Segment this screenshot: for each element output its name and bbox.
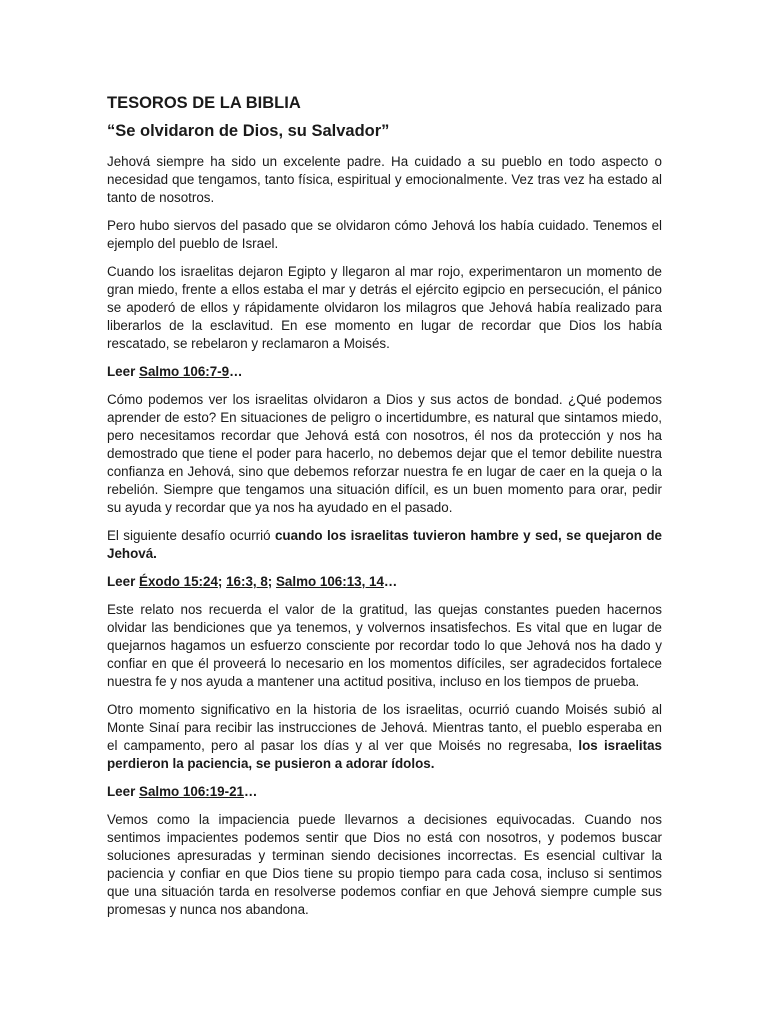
ref-separator: ;	[217, 574, 227, 589]
read-instruction-3	[107, 783, 662, 801]
paragraph-intro: Jehová siempre ha sido un excelente padre. Ha cuidado a su pueblo en todo aspecto o necesidad que tengamos, tanto física, espiritual y emocionalmente. Vez tras vez ha estado al tanto de nosotros.	[107, 154, 662, 205]
scripture-link-salmo-106-7-9[interactable]: Salmo 106:7-9	[139, 364, 230, 379]
paragraph-bold-text: cuando los israelitas tuvieron hambre y sed, se quejaron de Jehová.	[107, 528, 662, 561]
scripture-link-salmo-106-13-14[interactable]: Salmo 106:13, 14	[275, 574, 384, 589]
read-prefix: Leer	[107, 364, 140, 379]
paragraph-patience: Vemos como la impaciencia puede llevarnos a decisiones equivocadas. Cuando nos sentimos impacientes podemos sentir que Dios no está con nosotros, y podemos buscar soluciones apresuradas y terminan siendo decisiones incorrectas. Es esencial cultivar la paciencia y confiar en que Dios tiene su propio tiempo para cada cosa, incluso si sentimos que una situación tarda en resolverse podemos confiar en que Jehová siempre cumple sus promesas y nunca nos abandona.	[107, 812, 662, 917]
paragraph-lesson-fear: Cómo podemos ver los israelitas olvidaron a Dios y sus actos de bondad. ¿Qué podemos aprender de esto? En situaciones de peligro o incertidumbre, es natural que sintamos miedo, pero necesitamos recordar que Jehová está con nosotros, él nos da protección y nos ha demostrado que tiene el poder para hacerlo, no debemos dejar que el temor debilite nuestra confianza en Jehová, sino que debemos reforzar nuestra fe en lugar de caer en la queja o la rebelión. Siempre que tengamos una situación difícil, es un buen momento para orar, pedir su ayuda y recordar que ya nos ha ayudado en el pasado.	[107, 392, 662, 515]
read-instruction-2	[107, 573, 662, 591]
read-prefix: Leer	[107, 574, 140, 589]
paragraph-red-sea: Cuando los israelitas dejaron Egipto y llegaron al mar rojo, experimentaron un momento de gran miedo, frente a ellos estaba el mar y detrás el ejército egipcio en persecución, el pánico se apoderó de ellos y rápidamente olvidaron los milagros que Jehová había realizado para liberarlos de la esclavitud. En ese momento en lugar de recordar que Dios los había rescatado, se rebelaron y reclamaron a Moisés.	[107, 264, 662, 351]
paragraph-israel-example: Pero hubo siervos del pasado que se olvidaron cómo Jehová los había cuidado. Tenemos el ejemplo del pueblo de Israel.	[107, 218, 662, 251]
read-suffix: …	[243, 784, 258, 799]
paragraph-sinai	[107, 701, 662, 773]
paragraph-text: El siguiente desafío ocurrió	[107, 528, 275, 543]
document-subtitle: “Se olvidaron de Dios, su Salvador”	[107, 122, 390, 140]
scripture-link-16-3-8[interactable]: 16:3, 8	[226, 574, 268, 589]
paragraph-text: Otro momento significativo en la historia de los israelitas, ocurrió cuando Moisés subió al Monte Sinaí para recibir las instrucciones de Jehová. Mientras tanto, el pueblo esperaba en el campamento, pero al pasar los días y al ver que Moisés no regresaba,	[107, 702, 662, 753]
scripture-link-salmo-106-19-21[interactable]: Salmo 106:19-21	[139, 784, 244, 799]
paragraph-gratitude: Este relato nos recuerda el valor de la gratitud, las quejas constantes pueden hacernos olvidar las bendiciones que ya tenemos, y volvernos insatisfechos. Es vital que en lugar de quejarnos hagamos un esfuerzo consciente por recordar todo lo que Jehová nos ha dado y confiar en que él proveerá lo necesario en los momentos difíciles, ser agradecidos fortalece nuestra fe y nos ayuda a mantener una actitud positiva, incluso en los tiempos de prueba.	[107, 602, 662, 689]
document-title: TESOROS DE LA BIBLIA	[107, 94, 301, 112]
read-suffix: …	[229, 364, 243, 379]
scripture-link-exodo-15-24[interactable]: Éxodo 15:24	[139, 574, 218, 589]
read-suffix: …	[383, 574, 398, 589]
paragraph-hunger-thirst	[107, 527, 662, 563]
read-instruction-1	[107, 363, 662, 381]
paragraph-bold-text: los israelitas perdieron la paciencia, se pusieron a adorar ídolos.	[107, 738, 663, 771]
ref-separator: ;	[267, 574, 276, 589]
read-prefix: Leer	[107, 784, 140, 799]
